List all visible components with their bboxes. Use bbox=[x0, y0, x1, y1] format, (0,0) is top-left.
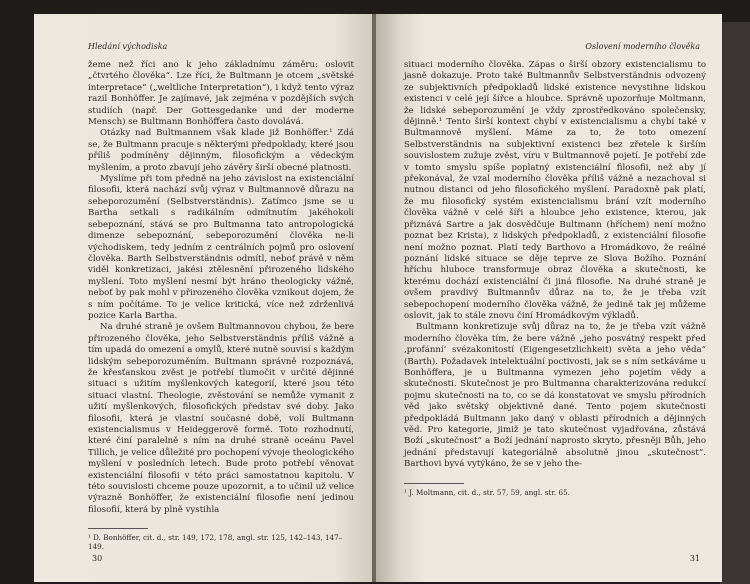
footnote-right: ¹ J. Moltmann, cit. d., str. 57, 59, angl. str. 65. bbox=[404, 487, 570, 497]
left-page bbox=[34, 14, 374, 582]
paragraph: situaci moderního člověka. Zápas o širší obzory existencialismu to jasně dokazuje. Proto také Bultmannův Selbstverständnis odvozený ze subjektivních předpokladů lidské existence nevystihne lidskou existenci v celé její šířce a hloubce. Správně upozorňuje Moltmann, že lidské sebeporozumění je vždy zprostředkováno společensky, dějinně.¹ Tento širší kontext chybí v existencialismu a chybí také v Bultmannově myšlení. Máme za to, že toto omezení Selbstverständnis na subjektivní existenci bez zřetele k širším souvislostem zužuje zvěst, víru v Bultmannově pojetí. Je potřebí zde v tomto smyslu spíše poplatný existenciální filosofii, než aby jí překonával, že vzal moderního člověka příliš vážně a nezachoval si nutnou distanci od jeho filosofického myšlení. Paradoxně pak platí, že mu filosofický systém existencialismu brání vzít moderního člověka vážně v celé šíři a hloubce jeho existence, kterou, jak přiznává Sartre a jak dosvědčuje Bultmann (hříchem) není možno poznat bez Krista), z lidských předpokladů, z existenciální filosofie není možno poznat. Platí tedy Barthovo a Hromádkovo, že reálné poznání lidské situace se děje teprve ze Slova Božího. Poznání hříchu hluboce transformuje obraz člověka a skutečnosti, ke kterému dochází existenciální či jiná filosofie. Na druhé straně je ovšem pravdivý Bultmannův důraz na to, že je třeba vzít sebepochopení moderního člověka vážně, že jedině tak jej můžeme oslovit, jak to stále znovu činí Hromádkovým výkladů. bbox=[404, 60, 706, 321]
paragraph: Na druhé straně je ovšem Bultmannovou chybou, že bere přirozeného člověka, jeho Selbstverständnis příliš vážně a tím upadá do omezení a omylů, které nutně souvisí s každým lidským sebeporozuměním. Bultmann správně rozpoznává, že křesťanskou zvěst je potřebí tlumočit v určité dějinné situaci s užitím myšlenkových kategorií, které jsou této situaci vlastní. Theologie, zvěstování se nemůže vymanit z užití myšlenkových, filosofických představ své doby. Jako filosofii, která je vlastní současné době, volí Bultmann existencialismus v Heideggerově formě. Toto rozhodnutí, které činí paralelně s ním na druhé straně oceánu Pavel Tillich, je velice důležité pro pochopení vývoje theologického myšlení v posledních letech. Bude proto potřebí věnovat existenciální filosofii v této práci samostatnou kapitolu. V této souvislosti chceme pouze upozornit, a to učinil už velice výrazně Bonhöffer, že existenciální filosofie není jedinou filosofií, která by plně vystihla bbox=[88, 322, 354, 515]
open-book bbox=[34, 14, 722, 582]
paragraph: Otázky nad Bultmannem však klade již Bonhöffer.¹ Zdá se, že Bultmann pracuje s některými předpoklady, které jsou příliš podmíněny dějinným, filosofickým a vědeckým myšlením, a proto zbavují jeho závěry širší obecné platnosti. bbox=[88, 128, 354, 173]
paragraph: Myslíme při tom předně na jeho závislost na existenciální filosofii, která nachází svůj výraz v Bultmannově důrazu na sebeporozumění (Selbstverständnis). Zatímco jsme se u Bartha setkali s radikálním odmítnutím jakéhokoli sebepoznání, stává se pro Bultmanna tato antropologická dimenze sebepoznání, sebeporozumění člověka ne-li východiskem, tedy jedním z centrálních pojmů pro oslovení člověka. Barth Selbstverständnis odmítl, neboť právě v něm viděl konkretizaci, jakési ztělesnění přirozeného lidského myšlení. Toto myšlení nesmí být hráno theologicky vážně, neboť by pak mohl v přirozeného člověka vznikout dojem, že s ním počítáme. To je velice kritická, více než zdrženlivá pozice Karla Bartha. bbox=[88, 174, 354, 321]
page-number-left: 30 bbox=[92, 554, 103, 563]
paragraph: žeme než říci ano k jeho základnímu záměru: oslovit „čtvrtého člověka“. Lze říci, že Bultmann je otcem „světské interpretace“ („weltliche Interpretation“), i když tento výraz razil Bonhöffer. Je zajímavé, jak zejména v pozdějších svých studiích (např. Der Gottesgedanke und der moderne Mensch) se Bultmann Bonhöffera často dovolává. bbox=[88, 60, 354, 128]
running-head-right: Oslovení moderního člověka bbox=[585, 42, 700, 51]
footnote-left: ¹ D. Bonhöffer, cit. d., str. 149, 172, 178, angl. str. 125, 142–143, 147–149. bbox=[88, 533, 343, 552]
right-body-text bbox=[404, 60, 706, 471]
right-page bbox=[376, 14, 722, 582]
paragraph: Bultmann konkretizuje svůj důraz na to, že je třeba vzít vážně moderního člověka tím, že bere vážně „jeho posvátný respekt před ‚profánní‘ svézakonitostí (Eigengesetzlichkeit) světa a jeho věda“ (Barth). Požadavek intelektuální poctivosti, jak se s ním setkáváme u Bonhöffera, je u Bultmanna vymezen jeho pojetím vědy a skutečnosti. Skutečnost je pro Bultmanna charakterizována redukcí pojmu skutečnosti na to, co se dá konstatovat ve smyslu přírodních věd jako světský objektivně dané. Tento pojem skutečnosti předpokládá Bultmann jako daný v oblasti přírodních a dějinných věd. Pro kategorie, jimiž je tato skutečnost vyjadřována, zůstává Boží „skutečnost“ a Boží jednání naprosto skryto, přesněji Bůh, jeho jednání představují kategoriálně absolutně jinou „skutečnost“. Barthovi byvá vytýkáno, že se v jeho the- bbox=[404, 322, 706, 470]
background-edge bbox=[720, 22, 750, 584]
left-body-text bbox=[88, 60, 354, 516]
running-head-left: Hledání východiska bbox=[88, 42, 168, 51]
footnote-divider bbox=[88, 528, 148, 529]
page-number-right: 31 bbox=[689, 554, 700, 563]
footnote-divider bbox=[404, 483, 464, 484]
